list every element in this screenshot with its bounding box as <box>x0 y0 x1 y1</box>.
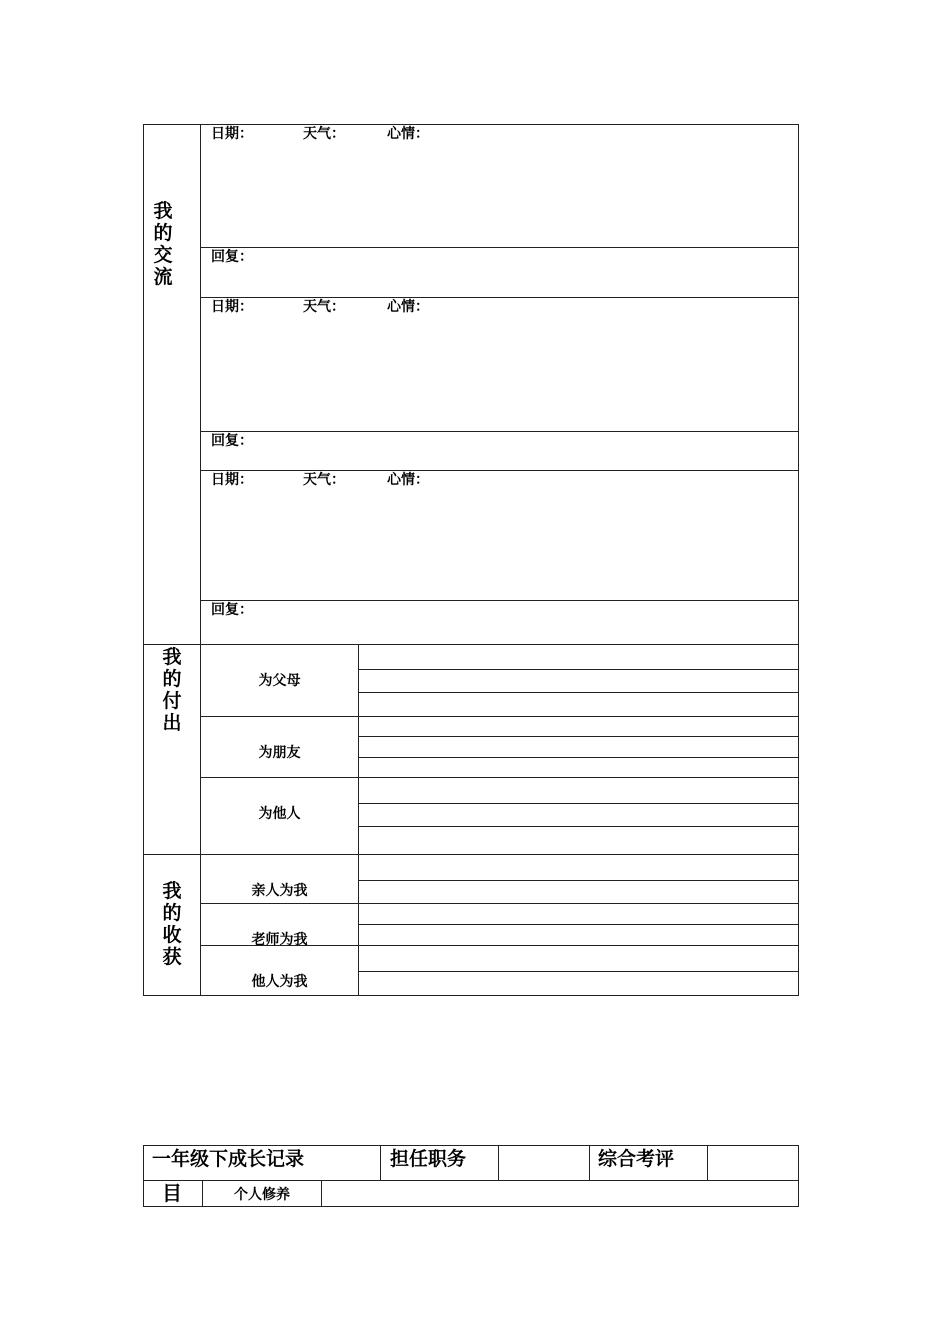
section-divider-giving <box>143 644 799 645</box>
date-label: 日期： <box>211 126 253 142</box>
write-line <box>358 826 799 827</box>
item-label-personal-cultivation: 个人修养 <box>234 1187 290 1203</box>
review-label: 综合考评 <box>598 1148 675 1170</box>
position-label: 担任职务 <box>390 1148 467 1170</box>
mood-label: 心情： <box>387 299 429 315</box>
category-divider <box>200 716 799 717</box>
category-for-friends: 为朋友 <box>258 745 301 761</box>
weather-label: 天气： <box>303 472 345 488</box>
category-divider <box>200 777 799 778</box>
write-line <box>358 669 799 670</box>
category-from-others: 他人为我 <box>251 974 308 990</box>
section-title-exchange: 我的交流 <box>153 200 173 288</box>
entry-content-field[interactable] <box>201 143 798 247</box>
write-line <box>358 924 799 925</box>
write-line <box>358 880 799 881</box>
table-right-border <box>798 1145 799 1206</box>
date-label: 日期： <box>211 299 253 315</box>
review-field[interactable] <box>708 1146 798 1180</box>
table-bottom-border <box>143 995 799 996</box>
table-right-border <box>798 124 799 995</box>
date-label: 日期： <box>211 472 253 488</box>
cell-divider <box>589 1145 590 1180</box>
category-for-others: 为他人 <box>258 806 301 822</box>
cell-divider <box>380 1145 381 1180</box>
entry-content-field[interactable] <box>201 316 798 431</box>
category-divider <box>200 903 799 904</box>
mood-label: 心情： <box>387 126 429 142</box>
table-bottom-border <box>143 1206 799 1207</box>
write-line <box>358 692 799 693</box>
entry-divider-2 <box>200 297 799 298</box>
category-for-parents: 为父母 <box>258 673 301 689</box>
reply-field[interactable] <box>260 432 798 470</box>
entry-divider-3 <box>200 470 799 471</box>
item-char: 目 <box>162 1181 182 1205</box>
section-divider-harvest <box>143 854 799 855</box>
reply-label: 回复： <box>211 433 253 449</box>
category-from-family: 亲人为我 <box>251 883 308 899</box>
personal-cultivation-field[interactable] <box>322 1181 798 1206</box>
reply-field[interactable] <box>260 601 798 644</box>
category-column-divider <box>358 644 359 995</box>
reply-label: 回复： <box>211 602 253 618</box>
record-title: 一年级下成长记录 <box>152 1148 305 1170</box>
table-top-border <box>143 124 799 125</box>
section-title-giving: 我的付出 <box>162 646 182 734</box>
reply-label: 回复： <box>211 249 253 265</box>
write-line <box>358 736 799 737</box>
write-line <box>358 803 799 804</box>
reply-field[interactable] <box>260 248 798 297</box>
mood-label: 心情： <box>387 472 429 488</box>
write-line <box>358 757 799 758</box>
category-from-teacher: 老师为我 <box>251 932 308 948</box>
table-left-border <box>143 1145 144 1206</box>
table-top-border <box>143 1145 799 1146</box>
weather-label: 天气： <box>303 299 345 315</box>
table-left-border <box>143 124 144 995</box>
section-title-harvest: 我的收获 <box>162 880 182 968</box>
entry-content-field[interactable] <box>201 489 798 600</box>
weather-label: 天气： <box>303 126 345 142</box>
write-line <box>358 971 799 972</box>
position-field[interactable] <box>499 1146 589 1180</box>
